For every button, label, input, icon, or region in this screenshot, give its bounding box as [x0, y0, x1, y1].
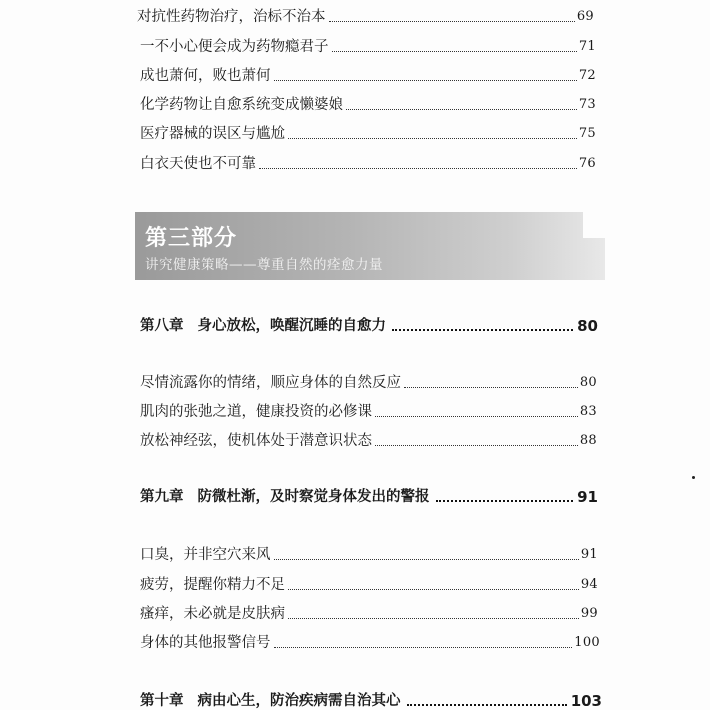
toc-entry — [140, 374, 597, 392]
banner-notch — [583, 212, 605, 238]
chapter-heading — [140, 317, 598, 335]
dot-leader — [259, 168, 577, 169]
toc-entry-page: 83 — [579, 404, 597, 419]
toc-entry-page: 100 — [574, 635, 600, 650]
toc-entry — [140, 96, 596, 114]
chapter-heading — [140, 488, 598, 506]
part-subtitle: 讲究健康策略——尊重自然的痊愈力量 — [145, 257, 383, 273]
toc-entry-page: 69 — [576, 9, 594, 24]
dot-leader — [436, 500, 574, 502]
toc-entry — [140, 403, 597, 421]
toc-entry-title: 医疗器械的误区与尴尬 — [140, 126, 285, 142]
toc-entry-title: 化学药物让自愈系统变成懒婆娘 — [140, 97, 343, 113]
part-banner — [135, 212, 605, 280]
scan-speck — [692, 476, 695, 479]
chapter-heading — [140, 692, 602, 710]
toc-entry — [140, 125, 596, 143]
toc-entry-title: 一不小心便会成为药物瘾君子 — [140, 39, 329, 55]
chapter-title: 病由心生，防治疾病需自治其心 — [197, 693, 401, 709]
dot-leader — [346, 109, 577, 110]
dot-leader — [392, 329, 573, 331]
dot-leader — [332, 51, 577, 52]
toc-entry-page: 99 — [580, 606, 598, 621]
dot-leader — [288, 618, 579, 619]
dot-leader — [288, 589, 579, 590]
toc-entry-title: 尽情流露你的情绪，顺应身体的自然反应 — [140, 375, 401, 391]
toc-entry-page: 73 — [578, 97, 596, 112]
toc-entry — [140, 634, 600, 652]
toc-entry-page: 76 — [578, 156, 596, 171]
chapter-title: 身心放松，唤醒沉睡的自愈力 — [197, 318, 386, 334]
dot-leader — [329, 21, 575, 22]
toc-entry-page: 88 — [579, 433, 597, 448]
dot-leader — [404, 387, 578, 388]
toc-entry — [140, 576, 598, 594]
part-title: 第三部分 — [145, 226, 238, 251]
chapter-title: 防微杜渐，及时察觉身体发出的警报 — [197, 489, 430, 505]
toc-entry — [140, 605, 598, 623]
dot-leader — [375, 445, 578, 446]
chapter-label: 第十章 — [140, 693, 184, 709]
toc-entry — [140, 432, 597, 450]
toc-entry — [137, 8, 594, 26]
toc-entry-page: 72 — [578, 68, 596, 83]
toc-entry-title: 肌肉的张弛之道，健康投资的必修课 — [140, 404, 372, 420]
toc-entry — [140, 155, 596, 173]
toc-entry-title: 口臭，并非空穴来风 — [140, 547, 271, 563]
chapter-label: 第八章 — [140, 318, 184, 334]
dot-leader — [375, 416, 578, 417]
toc-entry-title: 对抗性药物治疗，治标不治本 — [137, 9, 326, 25]
toc-entry-page: 91 — [580, 547, 598, 562]
toc-entry-page: 80 — [579, 375, 597, 390]
chapter-page: 91 — [577, 488, 598, 506]
toc-entry-page: 71 — [578, 39, 596, 54]
toc-entry-page: 75 — [578, 126, 596, 141]
toc-entry — [140, 546, 598, 564]
dot-leader — [274, 80, 577, 81]
toc-entry-title: 瘙痒，未必就是皮肤病 — [140, 606, 285, 622]
toc-entry-title: 放松神经弦，使机体处于潜意识状态 — [140, 433, 372, 449]
toc-entry — [140, 38, 596, 56]
toc-entry-title: 成也萧何，败也萧何 — [140, 68, 271, 84]
toc-entry-title: 疲劳，提醒你精力不足 — [140, 577, 285, 593]
chapter-label: 第九章 — [140, 489, 184, 505]
dot-leader — [274, 559, 579, 560]
dot-leader — [274, 647, 573, 648]
toc-entry-title: 身体的其他报警信号 — [140, 635, 271, 651]
chapter-page: 80 — [577, 317, 598, 335]
toc-entry-title: 白衣天使也不可靠 — [140, 156, 256, 172]
dot-leader — [288, 138, 577, 139]
chapter-page: 103 — [570, 692, 602, 710]
dot-leader — [407, 704, 567, 706]
toc-entry-page: 94 — [580, 577, 598, 592]
toc-entry — [140, 67, 596, 85]
